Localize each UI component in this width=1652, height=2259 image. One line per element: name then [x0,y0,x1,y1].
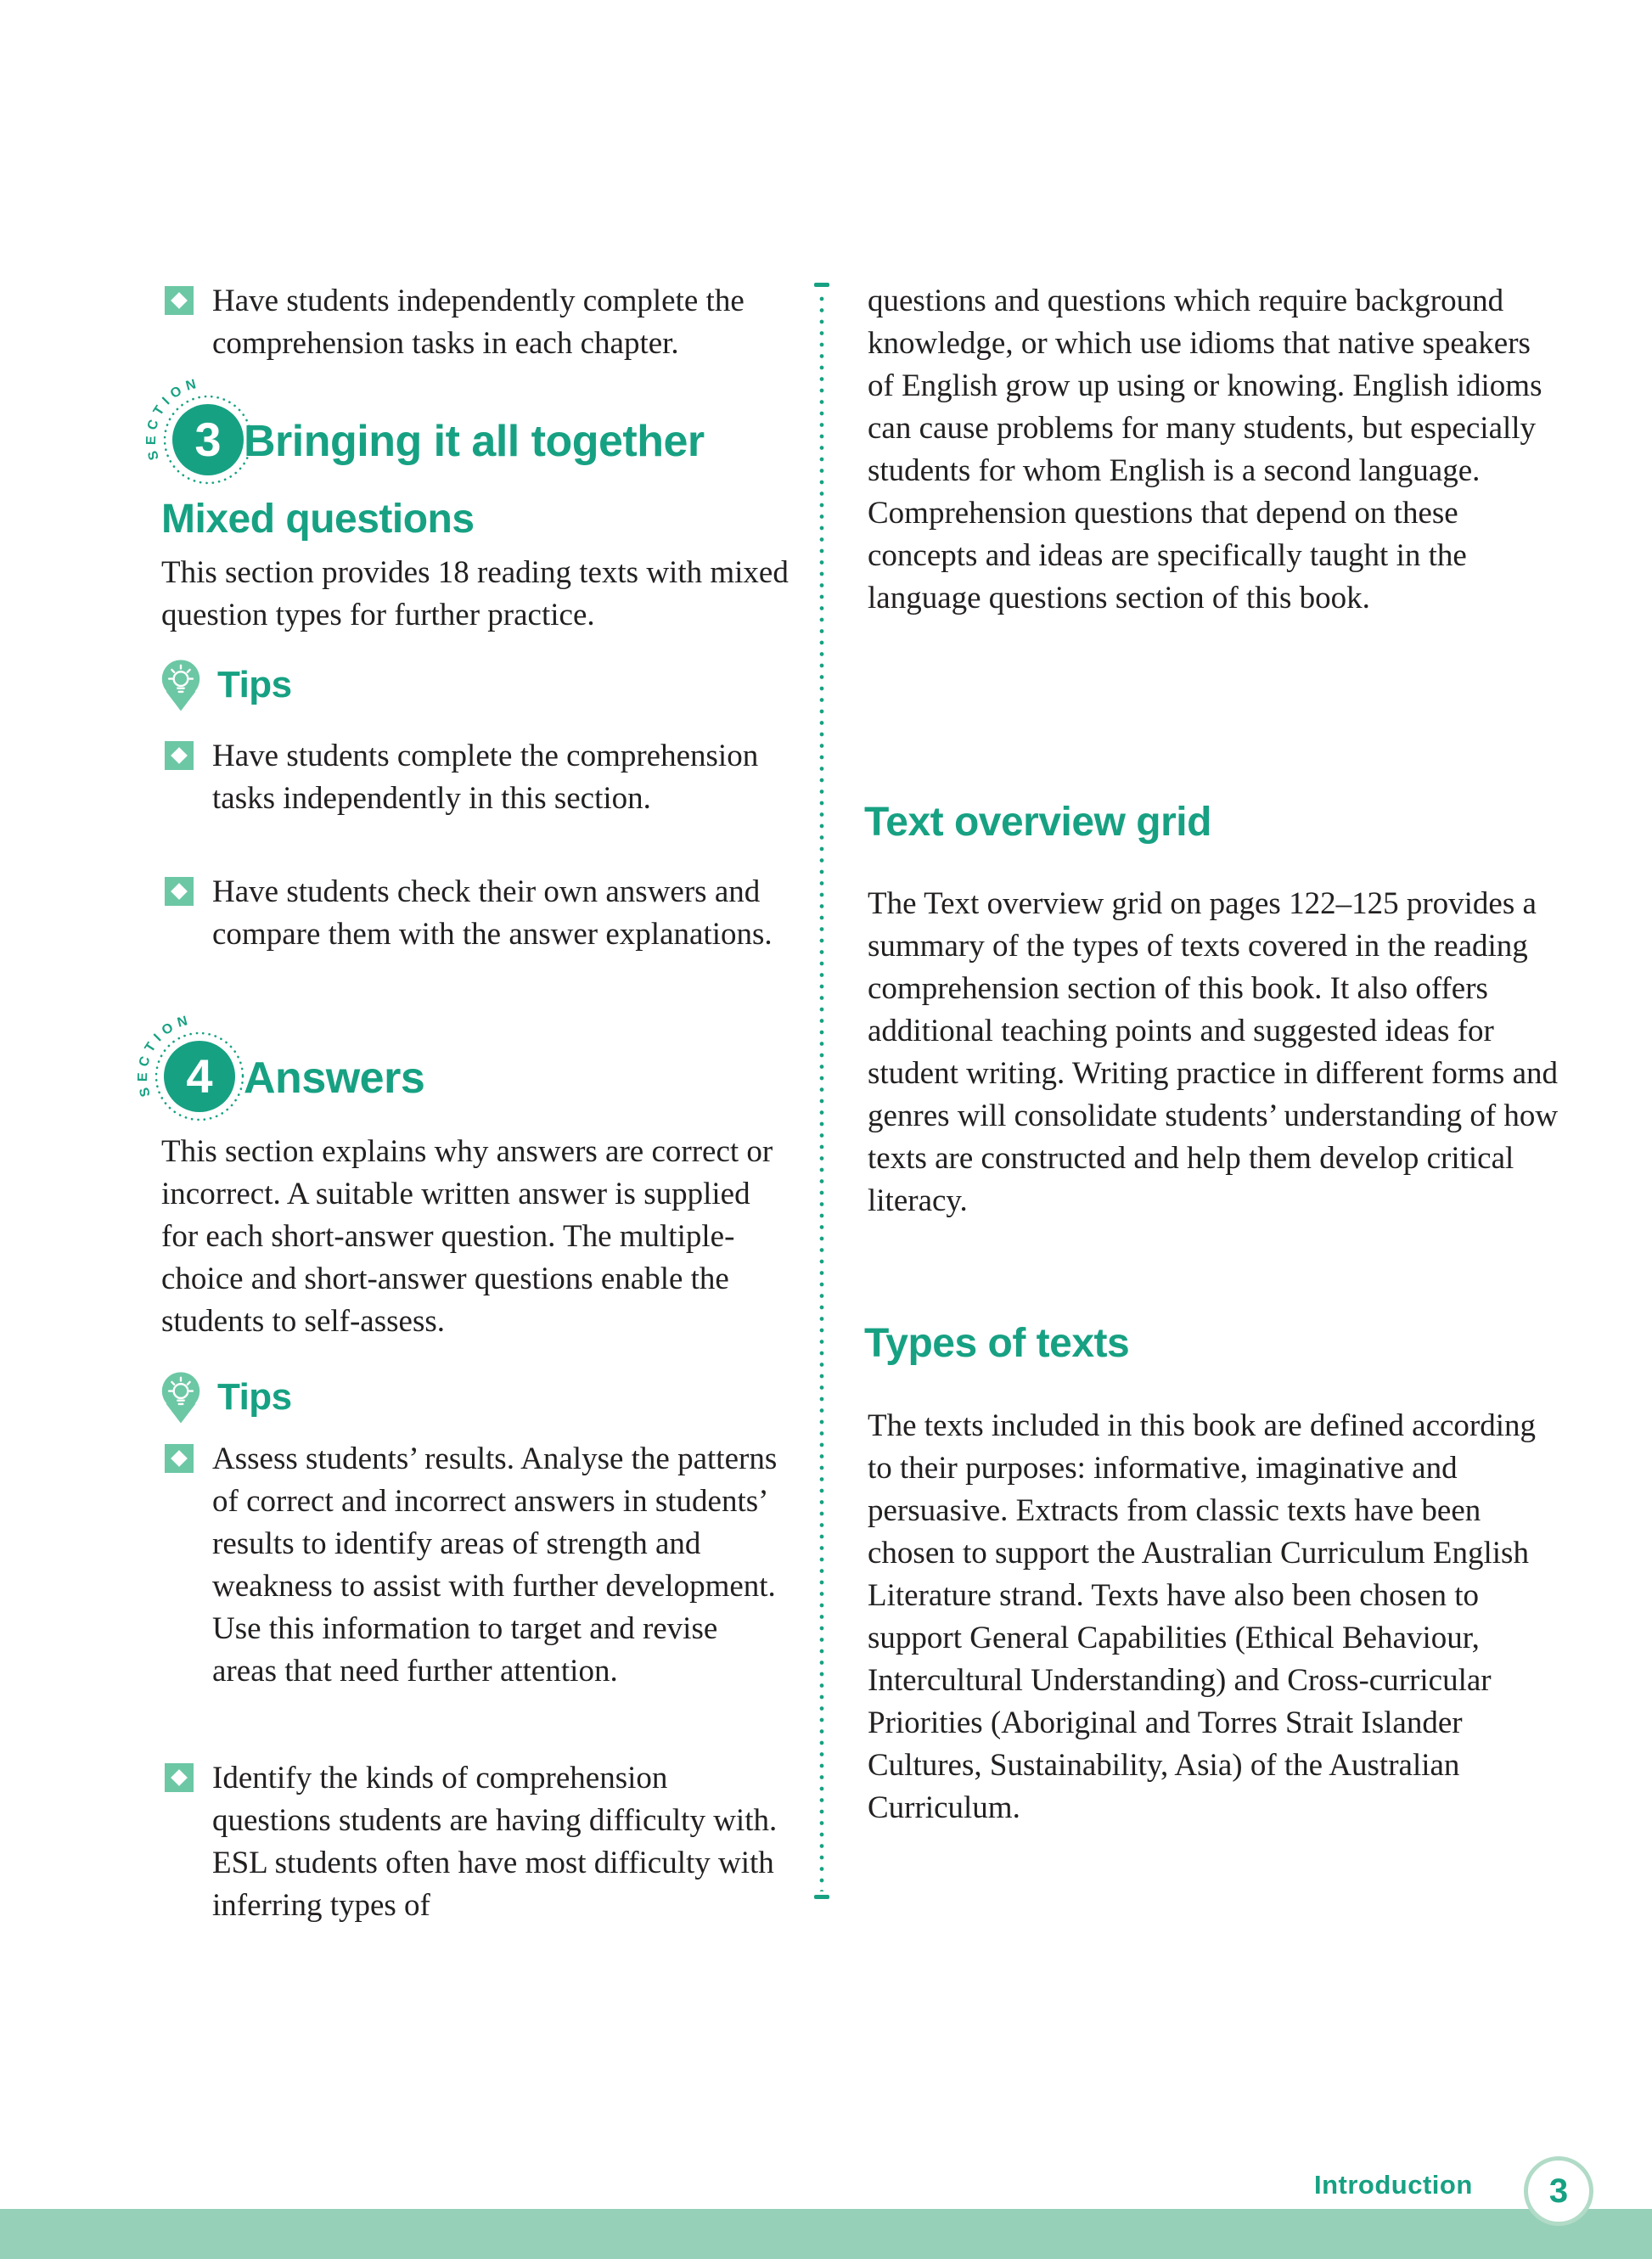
answers-paragraph: This section explains why answers are correct or incorrect. A suitable written answer is supplied for each short-answer question. The multiple-choice and short-answer questions enable the students to self-assess. [161,1134,773,1339]
diamond-bullet-icon [165,877,194,906]
diamond-bullet-icon [165,286,194,315]
lightbulb-pin-icon [160,658,202,712]
bullet-text: Have students check their own answers and compare them with the answer explanations. [212,874,773,952]
section-4-title: Answers [244,1054,425,1103]
bullet-text: Have students complete the comprehension tasks independently in this section. [212,739,759,816]
tips-label: Tips [217,1376,292,1418]
lightbulb-pin-icon [160,1370,202,1425]
section-badge-number: 4 [186,1049,213,1103]
footer-band [0,2209,1652,2259]
types-of-texts-paragraph: The texts included in this book are defined according to their purposes: informative, imaginative and persuasive. Extracts from classic texts have been chosen to support the Australian Curriculum English Literature strand. Texts have also been chosen to support General Capabilities (Ethical Behaviour, Intercultural Understanding) and Cross-curricular Priorities (Aboriginal and Torres Strait Islander Cultures, Sustainability, Asia) of the Australian Curriculum. [868,1408,1537,1825]
tips-heading-2 [160,1370,292,1425]
section-badge-word: SECTION [135,1012,194,1099]
tips-label: Tips [217,664,292,705]
mixed-questions-heading: Mixed questions [161,497,475,542]
diamond-bullet-icon [165,741,194,770]
section-badge-word: SECTION [143,375,203,462]
page-number: 3 [1548,2172,1569,2210]
list-item [165,871,781,956]
mixed-questions-paragraph: This section provides 18 reading texts with mixed question types for further practice. [161,555,789,632]
list-item [165,280,781,365]
bullet-text: Assess students’ results. Analyse the patterns of correct and incorrect answers in students’ results to identify areas of strength and weakness to assist with further development. Use this information to target and revise areas that need further attention. [212,1441,778,1689]
text-overview-grid-paragraph: The Text overview grid on pages 122–125 provides a summary of the types of texts covered in the reading comprehension section of this book. It also offers additional teaching points and suggested ideas for student writing. Writing practice in different forms and genres will consolidate students’ understanding of how texts are constructed and help them develop critical literacy. [868,886,1559,1218]
section-3-title: Bringing it all together [244,417,705,466]
column-divider-dotted-line [819,294,824,1891]
divider-top-dash [814,283,829,287]
section-badge-number: 3 [194,413,222,466]
tips-heading-1 [160,658,292,712]
list-item [165,735,781,820]
diamond-bullet-icon [165,1763,194,1792]
list-item [165,1757,781,1927]
diamond-bullet-icon [165,1444,194,1473]
page-number-badge [1524,2156,1593,2226]
bullet-text: Identify the kinds of comprehension questions students are having difficulty with. ESL students often have most difficulty with inferring types of [212,1761,778,1923]
bullet-text: Have students independently complete the comprehension tasks in each chapter. [212,284,745,361]
types-of-texts-heading: Types of texts [864,1321,1130,1366]
continued-paragraph: questions and questions which require background knowledge, or which use idioms that native speakers of English grow up using or knowing. English idioms can cause problems for many students, but especially students for whom English is a second language. Comprehension questions that depend on these concepts and ideas are specifically taught in the language questions section of this book. [868,284,1542,615]
text-overview-grid-heading: Text overview grid [864,800,1211,845]
footer-section-label: Introduction [1314,2170,1473,2200]
divider-bottom-dash [814,1895,829,1899]
list-item [165,1438,781,1693]
